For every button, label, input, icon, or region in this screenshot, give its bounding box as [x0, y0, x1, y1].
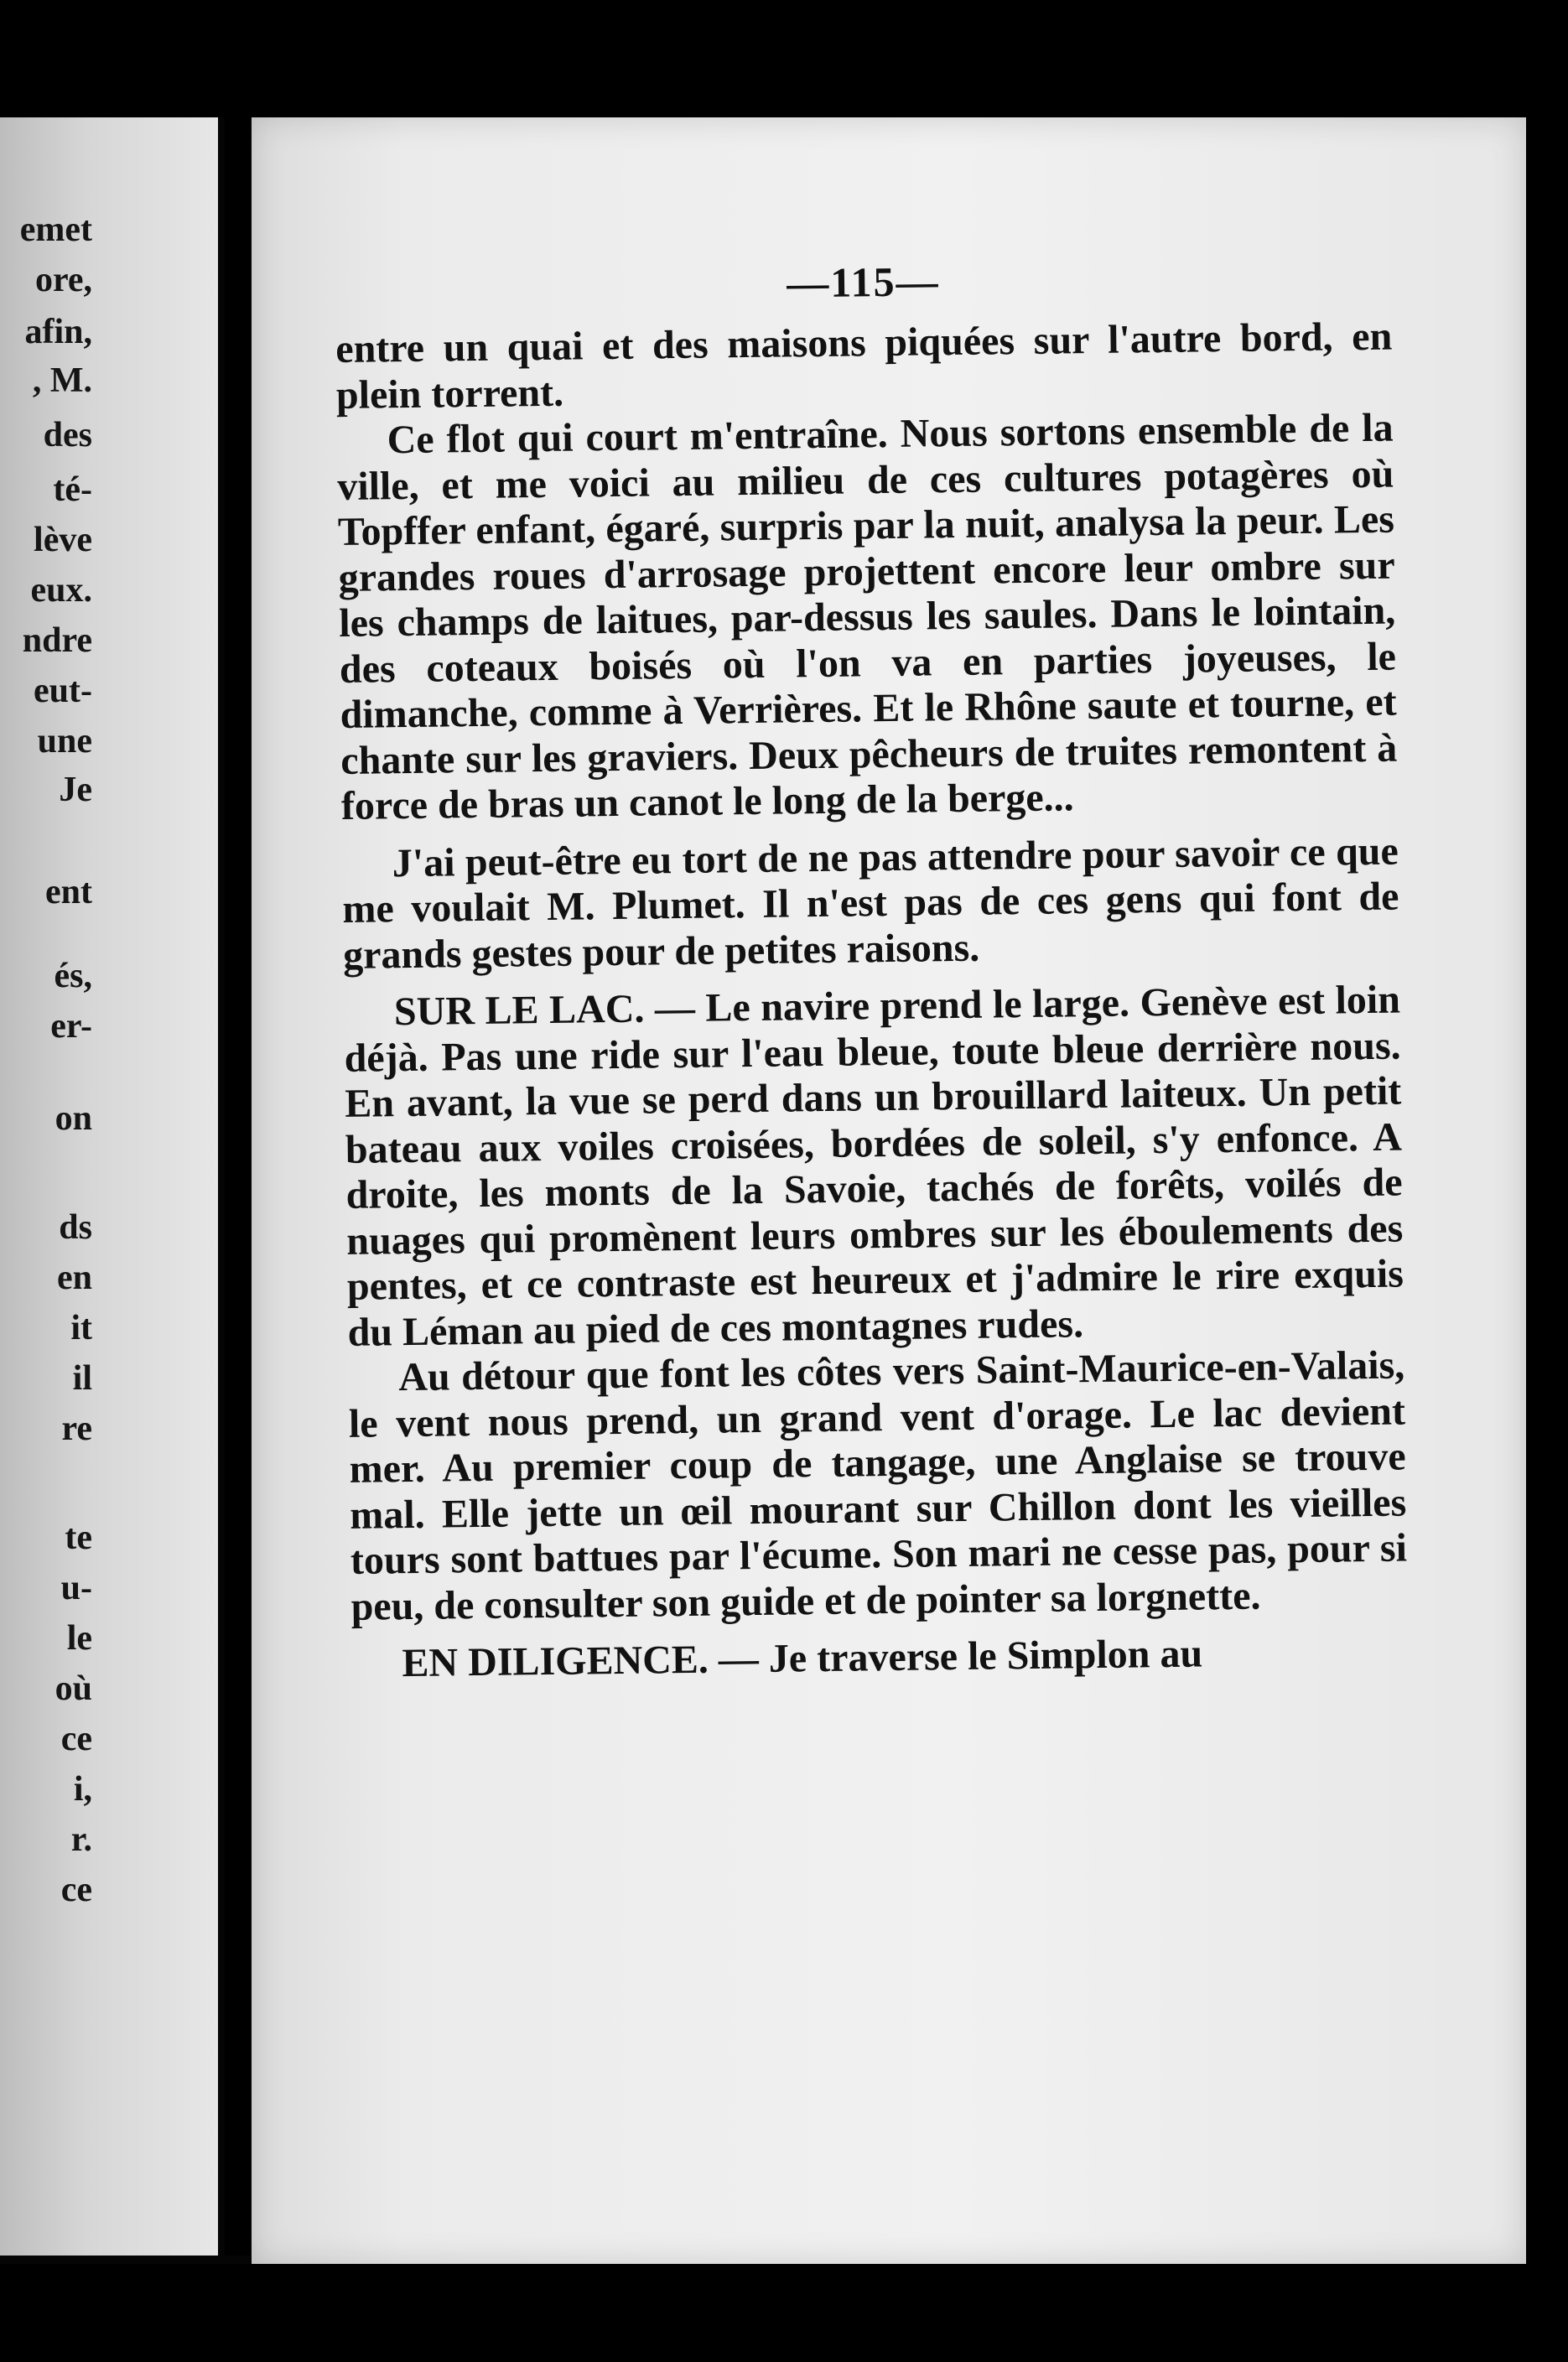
- paragraph-text: entre un quai et des maisons piquées sur l'autre bord, en plein torrent.: [335, 314, 1393, 418]
- paragraph-text: Au détour que font les côtes vers Saint-Maurice-en-Valais, le vent nous prend, un grand vent d'orage. Le lac devient mer. Au premier coup de tangage, une Anglaise se trouve mal. Elle jette un œil mourant sur Chillon dont les vieilles tours sont battues par l'écume. Son mari ne cesse pas, pour si peu, de consulter son guide et de pointer sa lorgnette.: [348, 1342, 1408, 1629]
- paragraph: [336, 406, 1398, 830]
- facing-page-left: [0, 117, 218, 2256]
- facing-page-text-fragments: [0, 117, 218, 2256]
- paragraph-text: Ce flot qui court m'entraîne. Nous sortons ensemble de la ville, et me voici au milieu de ces cultures potagères où Topffer enfant, égaré, surpris par la nuit, analysa la peur. Les grandes roues d'arrosage projettent encore leur ombre sur les champs de laitues, par-dessus les saules. Dans le lointain, des coteaux boisés où l'on va en parties joyeuses, le dimanche, comme à Verrières. Et le Rhône saute et tourne, et chante sur les graviers. Deux pêcheurs de truites remontent à force de bras un canot le long de la berge...: [336, 405, 1398, 828]
- section-heading: EN DILIGENCE.: [402, 1637, 709, 1686]
- paragraph: [348, 1343, 1408, 1630]
- facing-page-fragment: des: [43, 416, 92, 454]
- paragraph-text: — Le navire prend le large. Genève est loin déjà. Pas une ride sur l'eau bleue, toute bleue derrière nous. En avant, la vue se perd dans un brouillard laiteux. Un petit bateau aux voiles croisées, bordées de soleil, s'y enfonce. A droite, les monts de la Savoie, tachés de forêts, voilés de nuages qui promènent leurs ombres sur les éboulements des pentes, et ce contraste est heureux et j'admire le rire exquis du Léman au pied de ces montagnes rudes.: [344, 977, 1404, 1355]
- facing-page-fragment: it: [70, 1309, 92, 1347]
- paragraph: [335, 314, 1393, 418]
- facing-page-fragment: és,: [54, 957, 92, 995]
- facing-page-fragment: i,: [73, 1770, 92, 1809]
- facing-page-fragment: , M.: [32, 361, 92, 400]
- facing-page-fragment: ore,: [34, 261, 92, 299]
- facing-page-fragment: ds: [59, 1208, 92, 1247]
- book-page: [252, 117, 1526, 2264]
- paragraph: [351, 1628, 1409, 1687]
- paragraph: [341, 828, 1399, 979]
- facing-page-fragment: ndre: [22, 621, 92, 660]
- page-number: —115—: [786, 257, 940, 307]
- facing-page-fragment: on: [55, 1099, 92, 1138]
- scan-border-bottom: [0, 2264, 1568, 2362]
- facing-page-fragment: ce: [60, 1720, 92, 1758]
- paragraph: [344, 978, 1404, 1356]
- facing-page-fragment: afin,: [24, 313, 92, 351]
- facing-page-fragment: une: [37, 722, 92, 761]
- facing-page-fragment: u-: [60, 1569, 92, 1607]
- binding-gutter: [225, 117, 250, 2256]
- body-text: [335, 314, 1409, 1688]
- facing-page-fragment: te: [65, 1518, 92, 1557]
- facing-page-fragment: en: [57, 1259, 92, 1297]
- facing-page-fragment: eux.: [30, 571, 92, 610]
- facing-page-fragment: té-: [53, 470, 92, 509]
- facing-page-fragment: il: [72, 1359, 92, 1398]
- section-heading: SUR LE LAC.: [393, 986, 645, 1035]
- paragraph-text: — Je traverse le Simplon au: [708, 1631, 1203, 1682]
- facing-page-fragment: ce: [60, 1871, 92, 1909]
- facing-page-fragment: lève: [34, 521, 92, 559]
- scan-border-top: [0, 0, 1568, 117]
- scan-border-right: [1526, 0, 1568, 2362]
- facing-page-fragment: er-: [50, 1007, 92, 1046]
- facing-page-fragment: eut-: [34, 672, 92, 710]
- page-content: [335, 257, 1415, 2256]
- facing-page-fragment: où: [55, 1669, 92, 1708]
- facing-page-fragment: ent: [45, 873, 92, 911]
- paragraph-text: J'ai peut-être eu tort de ne pas attendre pour savoir ce que me voulait M. Plumet. Il n'est pas de ces gens qui font de grands gestes pour de petites raisons.: [342, 828, 1399, 978]
- facing-page-fragment: re: [61, 1409, 92, 1448]
- facing-page-fragment: le: [66, 1619, 92, 1658]
- facing-page-fragment: r.: [70, 1820, 92, 1859]
- facing-page-fragment: Je: [59, 771, 92, 809]
- facing-page-fragment: emet: [19, 210, 92, 249]
